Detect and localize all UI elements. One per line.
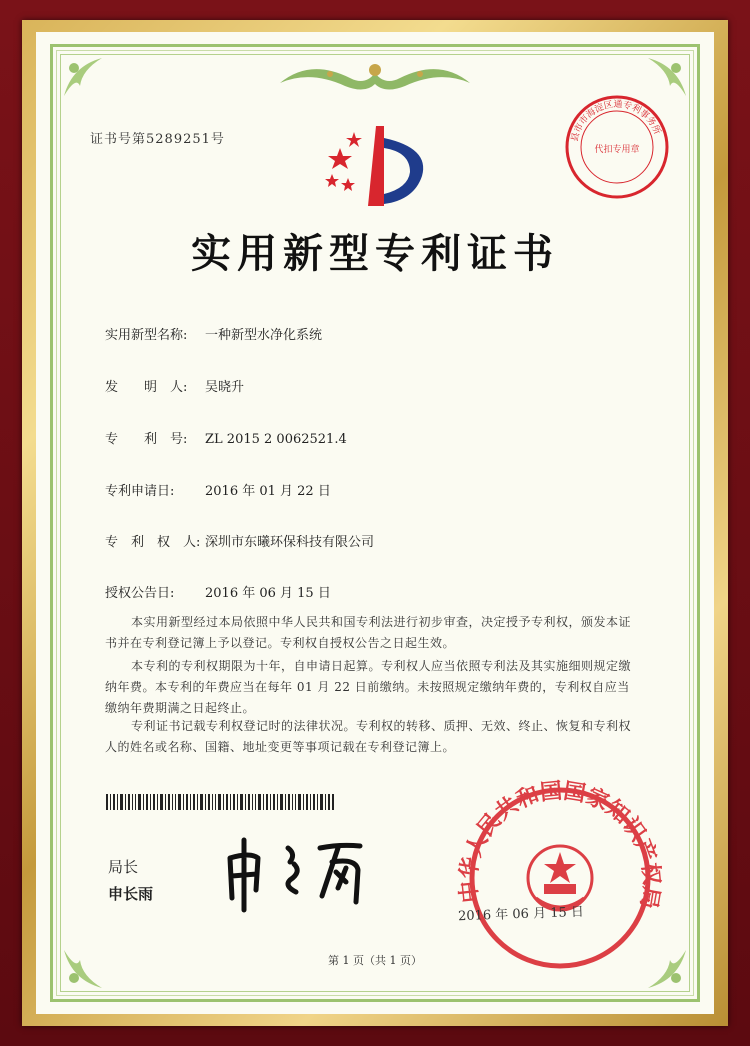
field-label: 专 利 号: <box>105 432 188 447</box>
barcode <box>106 794 334 810</box>
national-ip-office-seal <box>440 778 680 978</box>
field-label: 授权公告日: <box>105 586 175 601</box>
agency-seal <box>562 92 672 202</box>
field-patentee <box>105 531 374 550</box>
field-value: 吴晓升 <box>205 380 245 395</box>
agency-seal-inner-text: 代扣专用章 <box>594 145 640 155</box>
field-value: ZL 2015 2 0062521.4 <box>205 432 347 447</box>
paragraph-grant: 本实用新型经过本局依照中华人民共和国专利法进行初步审查，决定授予专利权，颁发本证书并在专利登记簿上予以登记。专利权自授权公告之日起生效。 <box>105 615 632 650</box>
field-patent-number <box>105 428 347 447</box>
agency-seal-text: 县市市海淀区通专利事务所 <box>570 99 662 143</box>
field-label: 专利申请日: <box>105 484 175 499</box>
field-label: 发 明 人: <box>105 380 188 395</box>
certificate-number: 证书号第5289251号 <box>90 132 225 147</box>
handwritten-signature <box>210 818 410 918</box>
corner-ornament-top-left <box>62 56 122 116</box>
top-ornament <box>270 58 480 98</box>
field-inventor <box>105 376 244 395</box>
field-label: 实用新型名称: <box>105 328 188 343</box>
field-value: 2016 年 06 月 15 日 <box>205 586 331 601</box>
field-application-date <box>105 480 331 499</box>
field-value: 2016 年 01 月 22 日 <box>205 484 331 499</box>
patent-office-logo <box>318 118 438 213</box>
director-title: 局长 <box>108 858 139 876</box>
field-utility-model-name <box>105 324 322 343</box>
paragraph-term: 本专利的专利权期限为十年，自申请日起算。专利权人应当依照专利法及其实施细则规定缴纳年费。本专利的年费应当在每年 01 月 22 日前缴纳。未按照规定缴纳年费的，专利权自应当缴纳年费期满之日起终止。 <box>105 659 632 715</box>
field-label: 专 利 权 人: <box>105 535 201 550</box>
director-name: 申长雨 <box>108 885 154 903</box>
page-footer: 第 1 页（共 1 页） <box>328 954 422 967</box>
paragraph-legal-status: 专利证书记载专利权登记时的法律状况。专利权的转移、质押、无效、终止、恢复和专利权人的姓名或名称、国籍、地址变更等事项记载在专利登记簿上。 <box>105 719 632 754</box>
seal-text: 中华人民共和国国家知识产权局 <box>456 778 664 911</box>
field-grant-date <box>105 582 331 601</box>
certificate-title: 实用新型专利证书 <box>191 230 559 277</box>
seal-date: 2016 年 06 月 15 日 <box>457 904 585 925</box>
field-value: 深圳市东曦环保科技有限公司 <box>205 535 375 550</box>
field-value: 一种新型水净化系统 <box>205 328 323 343</box>
